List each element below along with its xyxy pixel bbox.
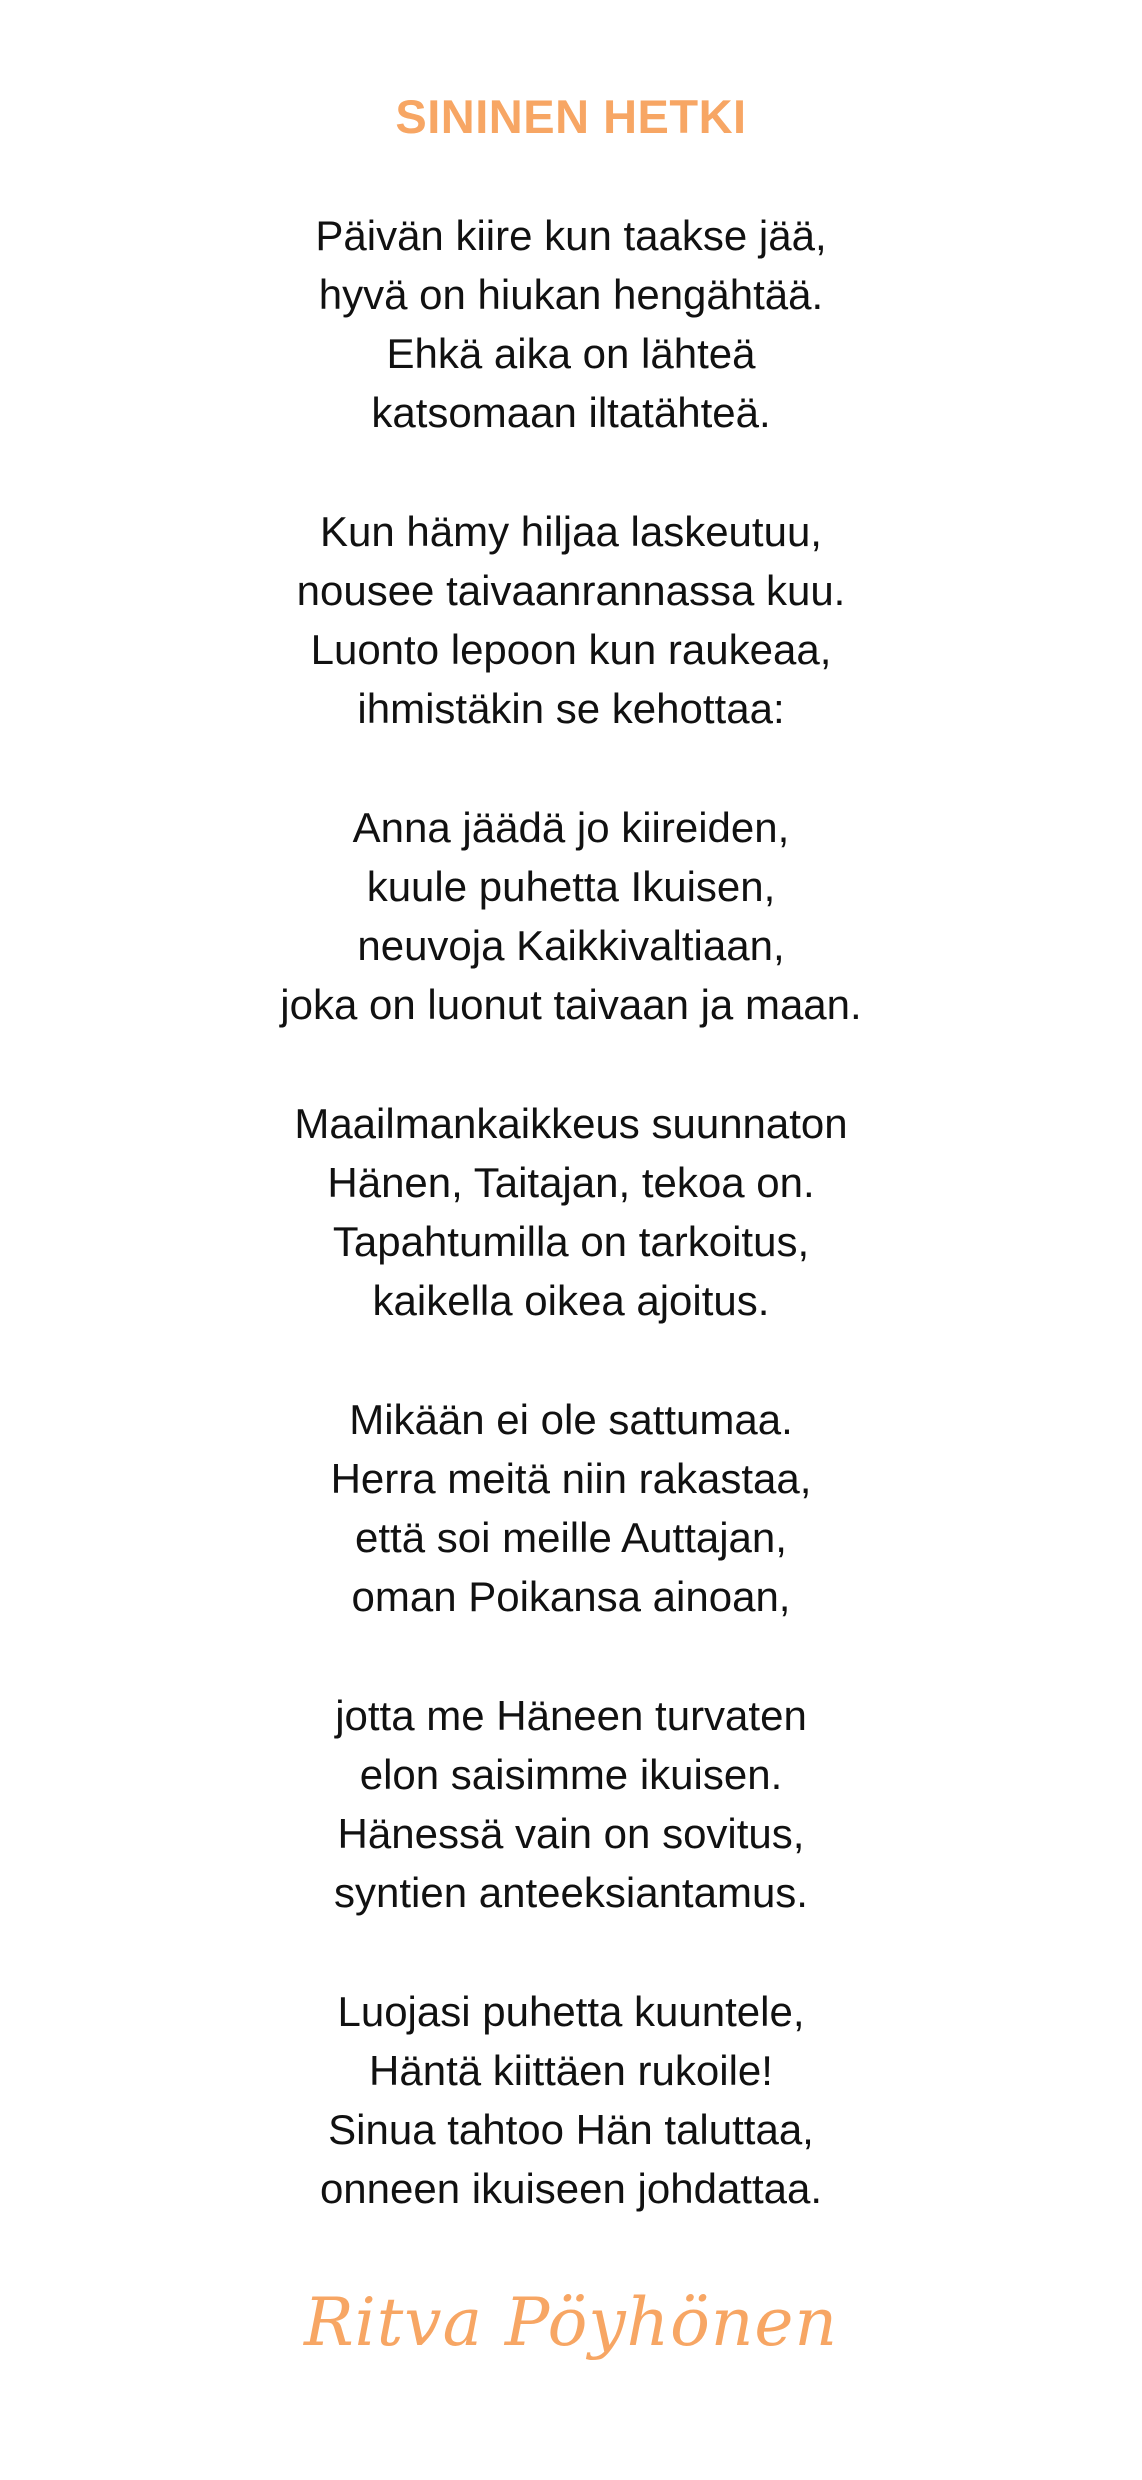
poem-line: Maailmankaikkeus suunnaton	[294, 1100, 848, 1147]
poem-line: hyvä on hiukan hengähtää.	[318, 271, 824, 318]
poem-body	[0, 206, 1142, 2278]
poem-line: neuvoja Kaikkivaltiaan,	[357, 922, 785, 969]
poem-line: Luojasi puhetta kuuntele,	[337, 1988, 805, 2035]
poem-line: Päivän kiire kun taakse jää,	[315, 212, 827, 259]
stanza-4	[0, 1094, 1142, 1390]
poem-line: Kun hämy hiljaa laskeutuu,	[320, 508, 822, 555]
poem-line: Häntä kiittäen rukoile!	[369, 2047, 773, 2094]
poem-line: katsomaan iltatähteä.	[371, 389, 771, 436]
stanza-1	[0, 206, 1142, 502]
stanza-3	[0, 798, 1142, 1094]
poem-title: SININEN HETKI	[395, 90, 747, 143]
poem-line: oman Poikansa ainoan,	[351, 1573, 791, 1620]
poem-line: Sinua tahtoo Hän taluttaa,	[328, 2106, 814, 2153]
poem-line: syntien anteeksiantamus.	[334, 1869, 808, 1916]
poem-line: Herra meitä niin rakastaa,	[330, 1455, 812, 1502]
poem-line: Tapahtumilla on tarkoitus,	[332, 1218, 810, 1265]
author-signature: Ritva Pöyhönen	[303, 2284, 838, 2361]
poem-line: Mikään ei ole sattumaa.	[349, 1396, 793, 1443]
poem-line: Anna jäädä jo kiireiden,	[352, 804, 790, 851]
stanza-5	[0, 1390, 1142, 1686]
poem-line: nousee taivaanrannassa kuu.	[296, 567, 846, 614]
poem-line: joka on luonut taivaan ja maan.	[280, 981, 862, 1028]
poem-line: kuule puhetta Ikuisen,	[366, 863, 776, 910]
poem-line: Hänen, Taitajan, tekoa on.	[327, 1159, 815, 1206]
poem-line: onneen ikuiseen johdattaa.	[319, 2165, 823, 2212]
poem-line: kaikella oikea ajoitus.	[372, 1277, 770, 1324]
stanza-2	[0, 502, 1142, 798]
poem-line: elon saisimme ikuisen.	[359, 1751, 783, 1798]
poem-line: että soi meille Auttajan,	[355, 1514, 787, 1561]
stanza-6	[0, 1686, 1142, 1982]
poem-line: ihmistäkin se kehottaa:	[357, 685, 785, 732]
poem-line: Ehkä aika on lähteä	[386, 330, 756, 377]
poem-line: Luonto lepoon kun raukeaa,	[310, 626, 832, 673]
poem-line: Hänessä vain on sovitus,	[337, 1810, 805, 1857]
poem-line: jotta me Häneen turvaten	[335, 1692, 807, 1739]
stanza-7	[0, 1982, 1142, 2278]
